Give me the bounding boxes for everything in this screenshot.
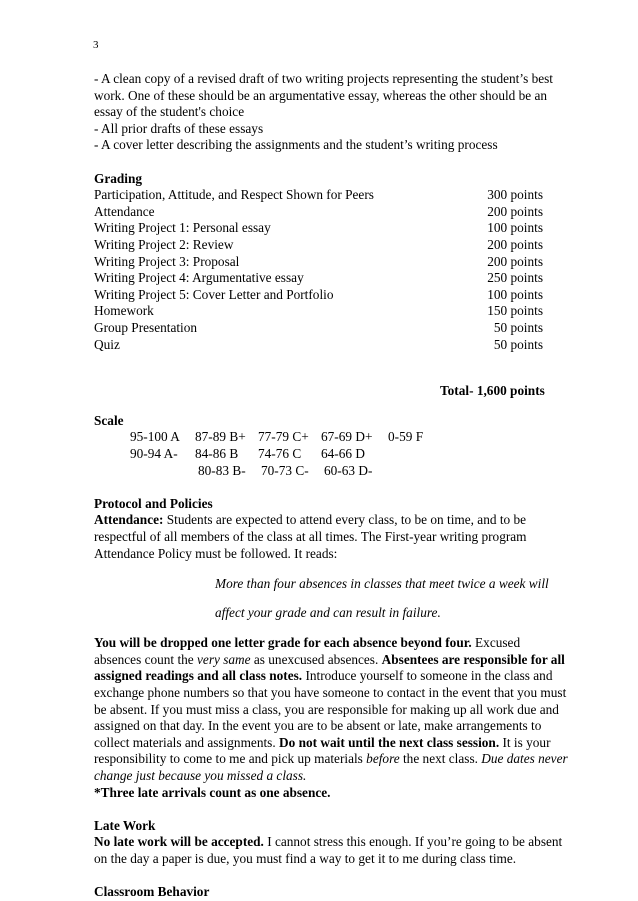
protocol-text: Excused xyxy=(471,635,521,651)
protocol-emphasis: change just because you missed a class. xyxy=(94,768,307,784)
attendance-text: Attendance Policy must be followed. It reads: xyxy=(94,545,338,561)
protocol-text: responsibility to come to me and pick up materials xyxy=(94,751,367,767)
grading-item-points: 300 points xyxy=(487,187,543,203)
late-work-text: I cannot stress this enough. If you’re going to be absent xyxy=(263,834,563,850)
scale-grade: 0-59 F xyxy=(388,429,424,445)
grading-section xyxy=(94,171,554,400)
grading-row xyxy=(94,337,554,354)
scale-section xyxy=(94,413,554,479)
grading-row xyxy=(94,204,554,221)
scale-grade: 95-100 A xyxy=(130,429,180,445)
attendance-text: Students are expected to attend every class, to be on time, and to be xyxy=(163,512,527,528)
protocol-text: absences count the xyxy=(94,651,198,667)
portfolio-line: - A clean copy of a revised draft of two writing projects representing the student’s best xyxy=(94,71,553,86)
policy-quote: affect your grade and can result in failure. xyxy=(215,605,441,621)
protocol-bold: assigned readings and all class notes. xyxy=(94,668,303,684)
grading-row xyxy=(94,237,554,254)
scale-row xyxy=(94,446,554,463)
grading-item-label: Participation, Attitude, and Respect Shown for Peers xyxy=(94,187,374,203)
grading-item-points: 200 points xyxy=(487,236,543,252)
attendance-text: respectful of all members of the class at all times. The First-year writing program xyxy=(94,529,527,545)
portfolio-list xyxy=(94,71,554,154)
portfolio-line: work. One of these should be an argumentative essay, whereas the other should be an xyxy=(94,87,548,103)
protocol-text: be absent. If you must miss a class, you are responsible for making up all work due and xyxy=(94,701,559,717)
grading-item-points: 250 points xyxy=(487,270,543,286)
grading-item-label: Writing Project 1: Personal essay xyxy=(94,220,271,236)
protocol-text: Introduce yourself to someone in the class and xyxy=(302,668,553,684)
protocol-emphasis: before xyxy=(366,751,400,767)
grading-item-label: Group Presentation xyxy=(94,319,198,335)
protocol-text: exchange phone numbers so that you have someone to contact in the event that you must xyxy=(94,685,567,701)
classroom-behavior-section xyxy=(94,884,554,901)
grading-item-points: 150 points xyxy=(487,303,543,319)
grading-item-points: 50 points xyxy=(493,336,543,352)
scale-grade: 67-69 D+ xyxy=(321,429,373,445)
grading-item-points: 100 points xyxy=(487,286,543,302)
grading-row xyxy=(94,303,554,320)
attendance-label: Attendance: xyxy=(94,512,164,528)
scale-grade: 77-79 C+ xyxy=(258,429,309,445)
grading-item-points: 100 points xyxy=(487,220,543,236)
protocol-heading: Protocol and Policies xyxy=(94,495,213,511)
scale-grade: 87-89 B+ xyxy=(195,429,246,445)
protocol-section xyxy=(94,495,568,801)
grading-heading: Grading xyxy=(94,170,143,186)
protocol-text: the next class. xyxy=(399,751,482,767)
scale-row xyxy=(94,463,554,480)
protocol-text: as unexcused absences. xyxy=(250,651,382,667)
late-arrivals-rule: *Three late arrivals count as one absence. xyxy=(94,784,331,800)
late-work-rule: No late work will be accepted. xyxy=(94,834,264,850)
grading-item-label: Quiz xyxy=(94,336,120,352)
portfolio-line: - A cover letter describing the assignments and the student’s writing process xyxy=(94,137,498,153)
grading-row xyxy=(94,187,554,204)
protocol-bold: Absentees are responsible for all xyxy=(381,651,565,667)
scale-grade: 64-66 D xyxy=(321,446,365,462)
grading-item-label: Writing Project 5: Cover Letter and Portfolio xyxy=(94,286,334,302)
late-work-heading: Late Work xyxy=(94,817,156,833)
scale-grade: 84-86 B xyxy=(195,446,239,462)
grading-item-points: 200 points xyxy=(487,203,543,219)
scale-grade: 74-76 C xyxy=(258,446,302,462)
grading-item-points: 50 points xyxy=(493,319,543,335)
protocol-text: collect materials and assignments. xyxy=(94,734,279,750)
grading-row xyxy=(94,287,554,304)
page-number: 3 xyxy=(93,39,99,51)
grading-row xyxy=(94,320,554,337)
classroom-behavior-heading: Classroom Behavior xyxy=(94,884,210,900)
grading-item-label: Writing Project 2: Review xyxy=(94,236,234,252)
protocol-emphasis: very same xyxy=(197,651,251,667)
grading-item-label: Attendance xyxy=(94,203,155,219)
scale-grade: 70-73 C- xyxy=(261,462,309,478)
scale-grade: 90-94 A- xyxy=(130,446,178,462)
portfolio-line: essay of the student's choice xyxy=(94,104,245,120)
protocol-text: It is your xyxy=(499,734,551,750)
dropped-grade-rule: You will be dropped one letter grade for each absence beyond four. xyxy=(94,635,472,651)
grading-row xyxy=(94,254,554,271)
late-work-text: on the day a paper is due, you must find a way to get it to me during class time. xyxy=(94,851,517,867)
grading-item-points: 200 points xyxy=(487,253,543,269)
scale-grade: 80-83 B- xyxy=(198,462,246,478)
grading-item-label: Homework xyxy=(94,303,154,319)
protocol-bold: Do not wait until the next class session. xyxy=(279,734,500,750)
scale-heading: Scale xyxy=(94,412,124,428)
grading-total: Total- 1,600 points xyxy=(440,382,545,398)
portfolio-line: - All prior drafts of these essays xyxy=(94,120,264,136)
scale-row xyxy=(94,429,554,446)
grading-row xyxy=(94,220,554,237)
protocol-text: assigned on that day. In the event you are to be absent or late, make arrangements to xyxy=(94,718,542,734)
document-body xyxy=(94,71,568,901)
scale-grade: 60-63 D- xyxy=(324,462,373,478)
grading-row xyxy=(94,270,554,287)
policy-quote: More than four absences in classes that meet twice a week will xyxy=(215,575,549,591)
protocol-emphasis: Due dates never xyxy=(481,751,568,767)
grading-item-label: Writing Project 4: Argumentative essay xyxy=(94,270,304,286)
late-work-section xyxy=(94,817,563,868)
grading-item-label: Writing Project 3: Proposal xyxy=(94,253,240,269)
